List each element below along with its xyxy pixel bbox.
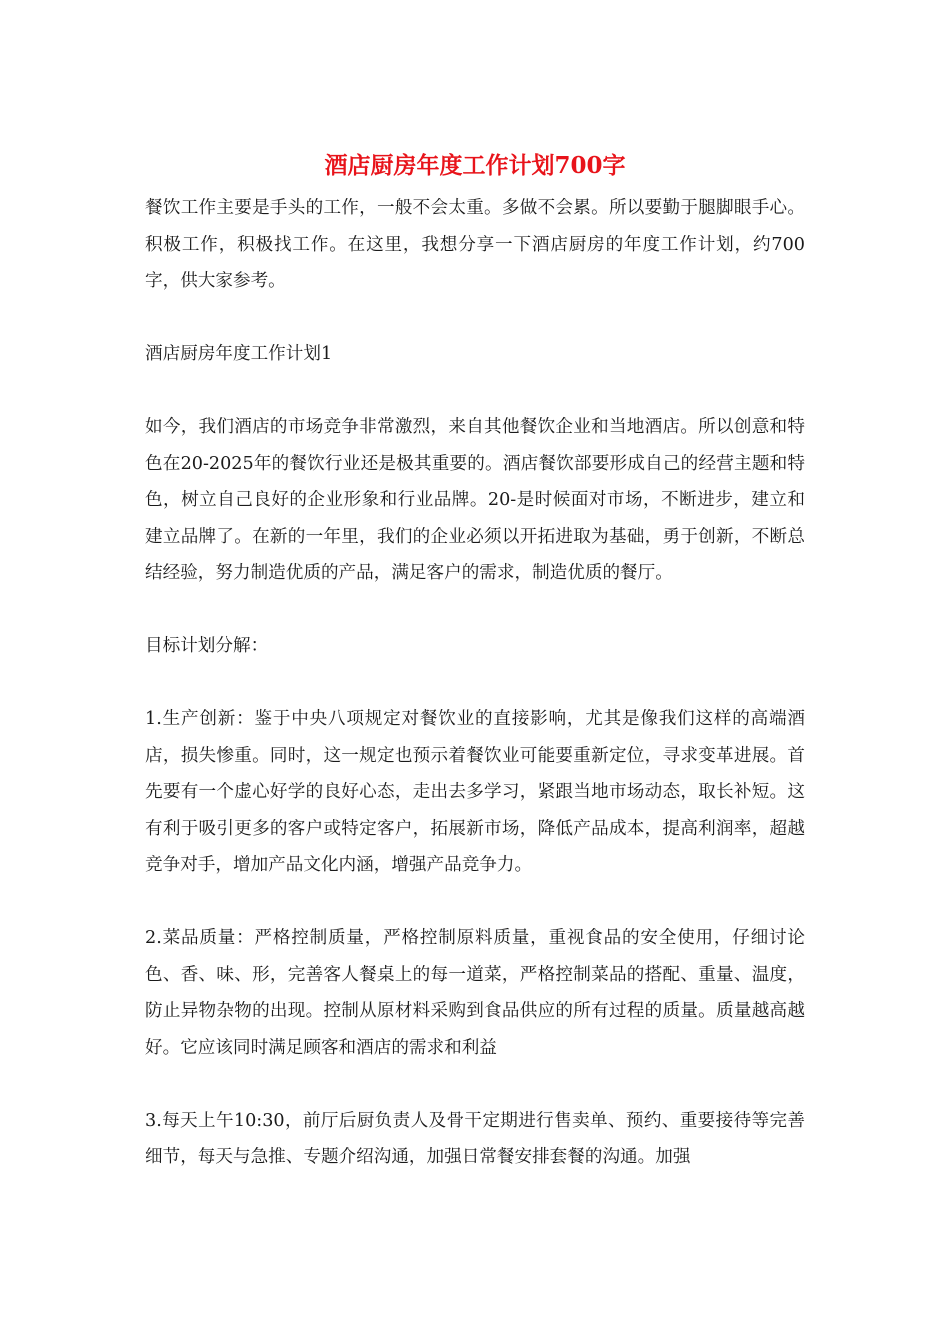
list-item-dish-quality: 2.菜品质量：严格控制质量，严格控制原料质量，重视食品的安全使用，仔细讨论色、香、味、形，完善客人餐桌上的每一道菜，严格控制菜品的搭配、重量、温度，防止异物杂物的出现。控制从原材料采购到食品供应的所有过程的质量。质量越高越好。它应该同时满足顾客和酒店的需求和利益 — [145, 928, 805, 1058]
document-body — [145, 190, 805, 1212]
intro-paragraph: 餐饮工作主要是手头的工作，一般不会太重。多做不会累。所以要勤于腿脚眼手心。积极工作，积极找工作。在这里，我想分享一下酒店厨房的年度工作计划，约700字，供大家参考。 — [145, 198, 805, 291]
section-heading: 酒店厨房年度工作计划1 — [145, 344, 333, 364]
list-item-daily-meeting: 3.每天上午10:30，前厅后厨负责人及骨干定期进行售卖单、预约、重要接待等完善细节，每天与急推、专题介绍沟通，加强日常餐安排套餐的沟通。加强 — [145, 1110, 805, 1167]
document-title: 酒店厨房年度工作计划700字 — [324, 152, 626, 179]
list-item-production-innovation: 1.生产创新：鉴于中央八项规定对餐饮业的直接影响，尤其是像我们这样的高端酒店，损失惨重。同时，这一规定也预示着餐饮业可能要重新定位，寻求变革进展。首先要有一个虚心好学的良好心态，走出去多学习，紧跟当地市场动态，取长补短。这有利于吸引更多的客户或特定客户，拓展新市场，降低产品成本，提高利润率，超越竞争对手，增加产品文化内涵，增强产品竞争力。 — [145, 709, 805, 875]
body-paragraph: 如今，我们酒店的市场竞争非常激烈，来自其他餐饮企业和当地酒店。所以创意和特色在20-2025年的餐饮行业还是极其重要的。酒店餐饮部要形成自己的经营主题和特色，树立自己良好的企业形象和行业品牌。20-是时候面对市场，不断进步，建立和建立品牌了。在新的一年里，我们的企业必须以开拓进取为基础，勇于创新，不断总结经验，努力制造优质的产品，满足客户的需求，制造优质的餐厅。 — [145, 417, 805, 583]
subsection-heading: 目标计划分解： — [145, 636, 269, 656]
